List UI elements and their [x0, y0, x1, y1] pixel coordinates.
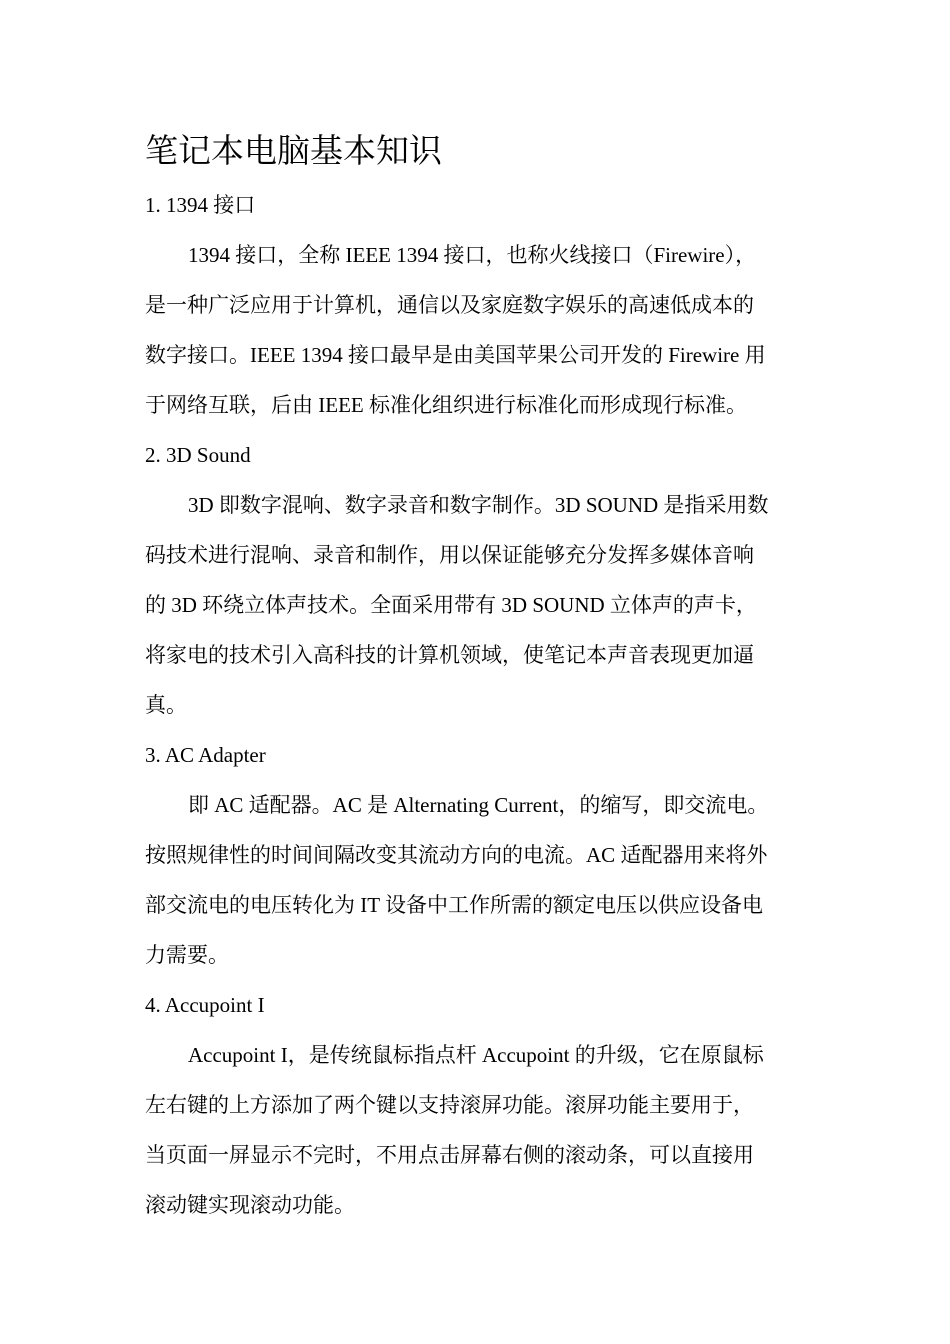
paragraph-line: 3D 即数字混响、数字录音和数字制作。3D SOUND 是指采用数	[188, 493, 769, 517]
section-heading: 2. 3D Sound	[145, 443, 251, 467]
section-heading: 1. 1394 接口	[145, 193, 256, 217]
section-paragraph	[145, 780, 810, 980]
paragraph-line: 即 AC 适配器。AC 是 Alternating Current，的缩写，即交流电。	[188, 793, 769, 817]
paragraph-line: 按照规律性的时间间隔改变其流动方向的电流。AC 适配器用来将外	[145, 843, 768, 867]
document-page	[145, 128, 810, 1230]
paragraph-line: 部交流电的电压转化为 IT 设备中工作所需的额定电压以供应设备电	[145, 893, 763, 917]
paragraph-line: 数字接口。IEEE 1394 接口最早是由美国苹果公司开发的 Firewire 用	[145, 343, 766, 367]
paragraph-line: 真。	[145, 693, 187, 717]
section-paragraph	[145, 230, 810, 430]
section-paragraph	[145, 1030, 810, 1230]
section-heading: 4. Accupoint I	[145, 993, 265, 1017]
section-heading: 3. AC Adapter	[145, 743, 266, 767]
section-paragraph	[145, 480, 810, 730]
section-accupoint	[145, 980, 810, 1230]
paragraph-line: 滚动键实现滚动功能。	[145, 1193, 355, 1217]
paragraph-line: 于网络互联，后由 IEEE 标准化组织进行标准化而形成现行标准。	[145, 393, 747, 417]
paragraph-line: 将家电的技术引入高科技的计算机领域，使笔记本声音表现更加逼	[145, 643, 754, 667]
section-3d-sound	[145, 430, 810, 730]
section-ac-adapter	[145, 730, 810, 980]
paragraph-line: 是一种广泛应用于计算机，通信以及家庭数字娱乐的高速低成本的	[145, 293, 754, 317]
section-1394	[145, 180, 810, 430]
paragraph-line: 码技术进行混响、录音和制作，用以保证能够充分发挥多媒体音响	[145, 543, 754, 567]
paragraph-line: 1394 接口，全称 IEEE 1394 接口，也称火线接口（Firewire），	[188, 243, 757, 267]
paragraph-line: 当页面一屏显示不完时，不用点击屏幕右侧的滚动条，可以直接用	[145, 1143, 754, 1167]
document-title: 笔记本电脑基本知识	[145, 134, 442, 170]
paragraph-line: 的 3D 环绕立体声技术。全面采用带有 3D SOUND 立体声的声卡，	[145, 593, 757, 617]
paragraph-line: Accupoint I，是传统鼠标指点杆 Accupoint 的升级，它在原鼠标	[188, 1043, 764, 1067]
paragraph-line: 左右键的上方添加了两个键以支持滚屏功能。滚屏功能主要用于，	[145, 1093, 754, 1117]
paragraph-line: 力需要。	[145, 943, 229, 967]
